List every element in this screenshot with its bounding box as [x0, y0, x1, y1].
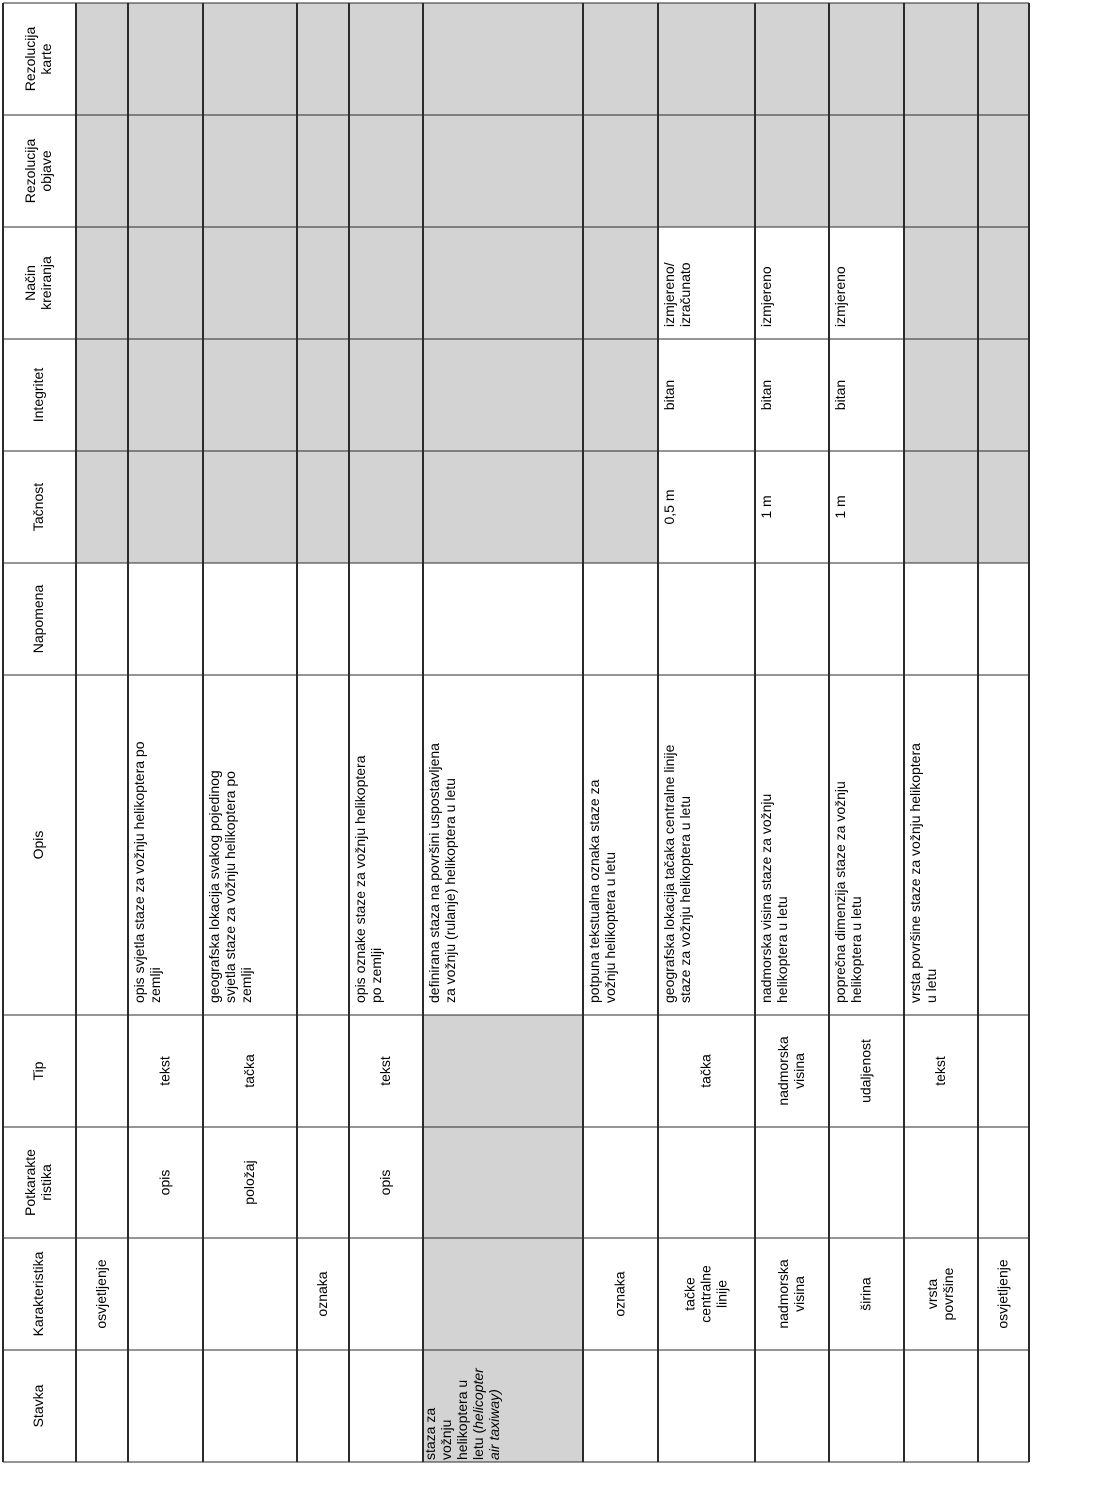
- tip-cell: visina: [791, 1053, 807, 1089]
- karakteristika-cell: osvjetljenje: [93, 1259, 109, 1329]
- shaded-cells: [76, 3, 1029, 1462]
- nacin-kreiranja-cell: izmjereno/: [661, 262, 677, 327]
- shaded-cell-group: [297, 3, 349, 563]
- header-opis: Opis: [30, 830, 46, 860]
- tacnost-cell: 1 m: [758, 495, 774, 519]
- opis-cell: nadmorska visina staze za vožnju: [758, 793, 774, 1003]
- opis-cell: svjetla staze za vožnju helikoptera po: [222, 771, 238, 1003]
- potkarakteristika-cell: opis: [156, 1169, 173, 1196]
- karakteristika-cell: oznaka: [611, 1271, 628, 1317]
- header-potkarakteristika: ristika: [38, 1164, 54, 1201]
- karakteristika-cell: linije: [713, 1279, 730, 1309]
- tip-cell: nadmorska: [775, 1036, 791, 1106]
- integritet-cell: bitan: [832, 379, 848, 411]
- karakteristika-cell: širina: [857, 1277, 874, 1311]
- shaded-cell-group: [349, 3, 423, 563]
- tip-cell: tekst: [932, 1056, 948, 1086]
- integritet-cell: bitan: [661, 379, 677, 411]
- header-tip: Tip: [30, 1061, 46, 1081]
- stavka-cell: helikoptera u: [454, 1379, 470, 1460]
- tip-cell: tekst: [377, 1056, 393, 1086]
- stavka-cell: air taxiway): [486, 1389, 502, 1460]
- opis-cell: opis oznake staze za vožnju helikoptera: [352, 755, 368, 1003]
- potkarakteristika-cell: položaj: [241, 1160, 257, 1205]
- karakteristika-cell: visina: [791, 1276, 807, 1312]
- header-potkarakteristika: Potkarakte: [22, 1149, 38, 1216]
- shaded-cell-group: [583, 3, 658, 563]
- karakteristika-cell: površine: [940, 1267, 956, 1321]
- opis-cell: za vožnju (rulanje) helikoptera u letu: [442, 778, 458, 1003]
- opis-cell: po zemlji: [368, 947, 384, 1003]
- stavka-cell: letu (helicopter: [470, 1368, 486, 1460]
- tip-cell: tekst: [156, 1056, 173, 1086]
- header-rezolucija-objave: Rezolucija: [22, 138, 38, 204]
- integritet-cell: bitan: [758, 379, 774, 411]
- stavka-cell: vožnju: [438, 1419, 454, 1460]
- header-nacin-kreiranja: kreiranja: [38, 256, 54, 310]
- header-stavka: Stavka: [30, 1384, 46, 1428]
- opis-cell: opis svjetla staze za vožnju helikoptera po: [131, 741, 147, 1003]
- shaded-cell-group: [423, 3, 583, 563]
- opis-cell: helikoptera u letu: [774, 896, 790, 1003]
- shaded-cell-group: [904, 3, 978, 563]
- header-tacnost: Tačnost: [30, 482, 46, 532]
- karakteristika-cell: tačke: [681, 1277, 698, 1311]
- nacin-kreiranja-cell: izmjereno: [758, 266, 774, 327]
- opis-cell: staze za vožnju helikoptera u letu: [677, 795, 693, 1003]
- shaded-cell-group: [128, 3, 203, 563]
- header-nacin-kreiranja: Način: [22, 265, 38, 301]
- tacnost-cell: 0,5 m: [661, 489, 677, 525]
- opis-cell: definirana staza na površini uspostavljena: [426, 743, 442, 1003]
- tip-cell: tačka: [241, 1054, 257, 1088]
- karakteristika-cell: centralne: [697, 1265, 714, 1323]
- tacnost-cell: 1 m: [832, 495, 848, 519]
- opis-cell: vrsta površine staze za vožnju helikoptera: [907, 743, 923, 1003]
- karakteristika-cell: vrsta: [924, 1278, 940, 1310]
- header-integritet: Integritet: [30, 367, 46, 423]
- header-karakteristika: Karakteristika: [30, 1251, 46, 1337]
- opis-cell: helikoptera u letu: [848, 896, 864, 1003]
- header-rezolucija-karte: karte: [38, 43, 54, 75]
- header-rezolucija-objave: objave: [38, 150, 54, 192]
- shaded-cell-group: [978, 3, 1029, 563]
- karakteristika-cell: osvjetljenje: [994, 1259, 1011, 1329]
- opis-cell: zemlji: [238, 967, 254, 1003]
- shaded-cell-group: [203, 3, 297, 563]
- opis-cell: u letu: [923, 968, 939, 1003]
- nacin-kreiranja-cell: izračunato: [677, 262, 693, 327]
- opis-cell: zemlji: [147, 967, 163, 1003]
- opis-cell: geografska lokacija tačaka centralne linije: [661, 744, 677, 1003]
- shaded-cell-group: [76, 3, 128, 563]
- potkarakteristika-cell: opis: [377, 1169, 393, 1196]
- tip-cell: udaljenost: [857, 1039, 874, 1103]
- opis-cell: potpuna tekstualna oznaka staze za: [586, 779, 602, 1003]
- stavka-cell: staza za: [422, 1407, 438, 1460]
- tip-cell: tačka: [697, 1054, 714, 1088]
- opis-cell: geografska lokacija svakog pojedinog: [206, 770, 222, 1003]
- header-rezolucija-karte: Rezolucija: [22, 26, 38, 92]
- karakteristika-cell: nadmorska: [775, 1259, 791, 1329]
- nacin-kreiranja-cell: izmjereno: [832, 266, 848, 327]
- opis-cell: vožnju helikoptera u letu: [602, 852, 618, 1003]
- header-napomena: Napomena: [30, 584, 46, 654]
- opis-cell: poprečna dimenzija staze za vožnju: [832, 781, 848, 1003]
- karakteristika-cell: oznaka: [314, 1271, 330, 1317]
